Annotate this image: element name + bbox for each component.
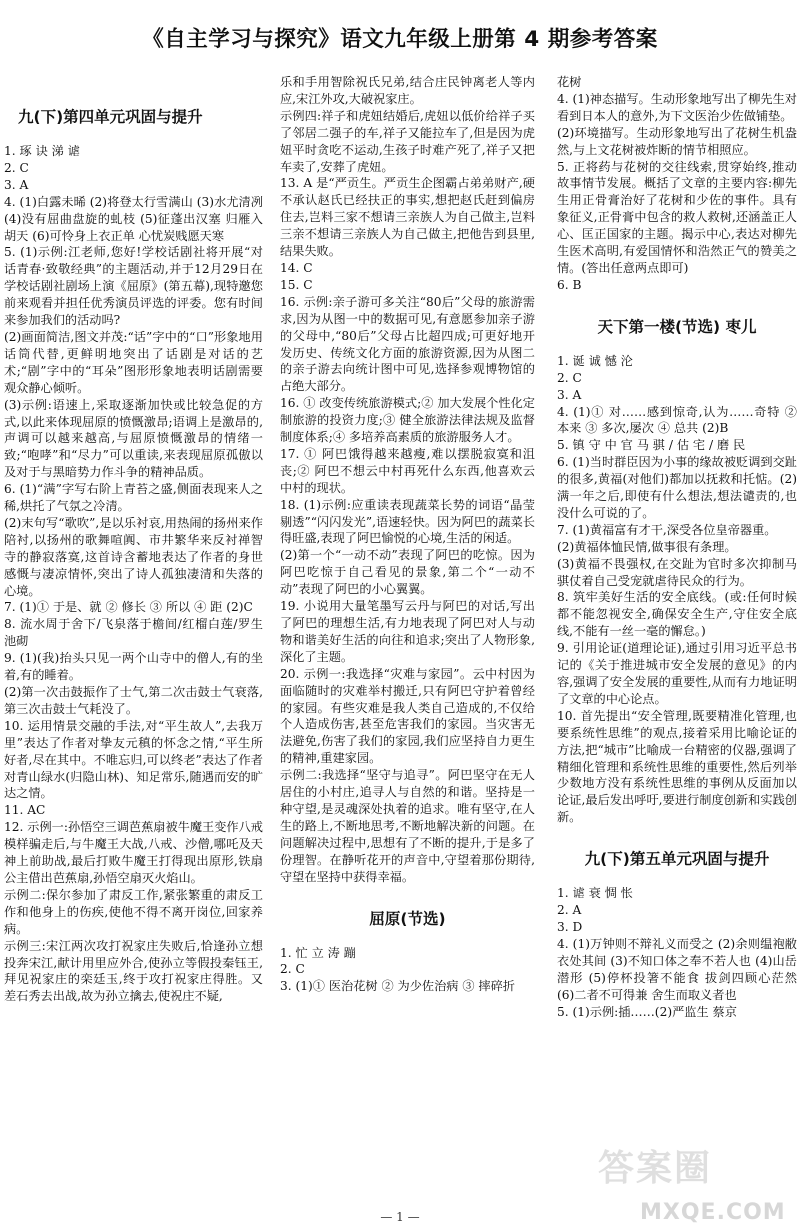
answer-paragraph: 12. 示例一:孙悟空三调芭蕉扇被牛魔王变作八戒模样骗走后,与牛魔王大战,八戒、沙僧,哪吒及天神上前助战,最后打败牛魔王打得现出原形,铁扇公主借出芭蕉扇,孙悟空扇灭火焰山。 [4, 820, 263, 885]
answer-paragraph: 16. 示例:亲子游可多关注“80后”父母的旅游需求,因为从图一中的数据可见,有意愿参加亲子游的父母中,“80后”父母占比超四成;可更好地开发历史、传统文化方面的旅游资源,因为从图二的亲子游去向统计图中可见,选择参观博物馆的占绝大部分。 [280, 294, 535, 394]
answer-paragraph: 乐和手用智除祝氏兄弟,结合庄民钟离老人等内应,宋江外攻,大破祝家庄。 [280, 75, 535, 106]
answer-paragraph: (2)第一次击鼓振作了士气,第二次击鼓士气衰落,第三次击鼓士气耗没了。 [4, 685, 263, 716]
answer-paragraph: 6. (1)当时群臣因为小事的缘故被贬调到交趾的很多,黄福(对他们)都加以抚救和托惦。(2)满一年之后,即使有什么想法,想法谴责的,也没什么可说的了。 [557, 455, 797, 520]
answer-column-3 [557, 74, 797, 1020]
answer-paragraph: 2. A [557, 903, 582, 918]
answer-paragraph: 11. AC [4, 803, 46, 818]
answer-paragraph: 7. (1)① 于是、就 ② 修长 ③ 所以 ④ 距 (2)C [4, 600, 253, 615]
answer-paragraph: 1. 琢 诀 涕 谑 [4, 144, 80, 158]
answer-paragraph: (2)环境描写。生动形象地写出了花树生机盎然,与上文花树被炸断的情节相照应。 [557, 125, 797, 157]
answer-paragraph: 示例三:宋江两次攻打祝家庄失败后,恰逢孙立想投奔宋江,献计用里应外合,使孙立等假投秦钰王,拜见祝家庄的栾廷玉,终于攻打祝家庄得胜。又差石秀去出战,故为孙立擒去,使祝庄不疑, [4, 938, 263, 1004]
answer-paragraph: 1. 忙 立 涛 蹦 [280, 945, 356, 960]
answer-paragraph: (3)示例:语速上,采取逐渐加快或比较急促的方式,以此来体现屈原的愤慨激昂;语调上是激昂的,声调可以越来越高,与屈原愤慨激昂的情绪一致;“咆哮”和“尽力”可以重读,来表现屈原孤傲以及对于与黑暗势力作斗争的精神品质。 [4, 397, 263, 480]
answer-paragraph: 10. 运用情景交融的手法,对“平生故人”,去我万里”表达了作者对挚友元稹的怀念之情,“平生所好者,尽在其中。不唯忘归,可以终老”表达了作者对青山绿水(归隐山林)、知足常乐,随遇而安的旷达之情。 [4, 718, 263, 801]
answer-paragraph: 8. 流水周于舍下/飞泉落于檐间/红榴白莲/罗生池砌 [4, 617, 263, 649]
answer-paragraph: 示例二:保尔参加了肃反工作,紧张繁重的肃反工作和他身上的伤疾,使他不得不离开岗位,回家养病。 [4, 887, 263, 936]
answer-paragraph: 15. C [280, 277, 313, 292]
answer-paragraph: 9. (1)(我)抬头只见一两个山寺中的僧人,有的坐着,有的睡着。 [4, 651, 263, 683]
answer-paragraph: 10. 首先提出“安全管理,既要精准化管理,也要系统性思维”的观点,接着采用比喻论证的方法,把“城市”比喻成一台精密的仪器,强调了精细化管理和系统性思维的重要性,然后列举少数地方没有系统性思维的事例从反面加以论证,最后发出呼吁,要进行制度创新和实践创新。 [557, 708, 797, 825]
answer-paragraph: 4. (1)神态描写。生动形象地写出了柳先生对看到日本人的意外,为下文医治少佐做铺垫。 [557, 91, 797, 123]
answer-paragraph: 花树 [557, 75, 582, 89]
answer-paragraph: (2)第一个“一动不动”表现了阿巴的吃惊。因为阿巴吃惊于自己看见的景象,第二个“一动不动”表现了阿巴的小心翼翼。 [280, 548, 535, 597]
answer-paragraph: 9. 引用论证(道理论证),通过引用习近平总书记的《关于推进城市安全发展的意见》的内容,强调了安全发展的重要性,从而有力地证明了文章的中心论点。 [557, 641, 797, 706]
answer-paragraph: 14. C [280, 260, 313, 275]
answer-paragraph: (2)末句写“歌吹”,是以乐衬哀,用热闹的扬州来作陪衬,以扬州的歌舞喧阗、市井繁华来反衬禅智寺的静寂落寞,这首诗含蓄地表达了作者的身世感慨与凄凉情怀,突出了诗人孤独凄清和失落的心境。 [4, 515, 263, 598]
answer-paragraph: 示例二:我选择“坚守与追寻”。阿巴坚守在无人居住的小村庄,追寻人与自然的和谐。坚持是一种守望,是灵魂深处执着的追求。唯有坚守,在人生的路上,不断地思考,不断地解决新的问题。在问题解决过程中,思想有了不断的提升,于是多了份理智。在静听花开的声音中,守望着那份期待,守望在坚持中获得幸福。 [280, 768, 535, 884]
answer-paragraph: 4. (1)① 对……感到惊奇,认为……奇特 ② 本来 ③ 多次,屡次 ④ 总共 (2)B [557, 404, 797, 436]
answer-paragraph: 6. (1)“满”字写右阶上青苔之盛,侧面表现来人之稀,烘托了气氛之冷清。 [4, 482, 263, 514]
answer-paragraph: 3. D [557, 919, 583, 934]
page-number: — 1 — [380, 1210, 420, 1224]
answer-paragraph: (3)黄福不畏强权,在交趾为官时多次抑制马骐仗着自己受宠就虐待民众的行为。 [557, 556, 797, 588]
answer-paragraph: 3. A [4, 177, 29, 192]
answer-paragraph: (2)黄福体恤民情,做事很有条理。 [557, 539, 737, 554]
watermark-url: MXQE.COM [640, 1200, 786, 1225]
answer-paragraph: 示例四:祥子和虎妞结婚后,虎妞以低价给祥子买了邻居二强子的车,祥子又能拉车了,但是因为虎妞平时贪吃不运动,生孩子时难产死了,祥子又把车卖了,安葬了虎妞。 [280, 108, 535, 174]
answer-column-1 [4, 74, 263, 1005]
answer-paragraph: 17. ① 阿巴饿得越来越瘦,难以摆脱寂寞和沮丧;② 阿巴不想云中村再死什么东西,他喜欢云中村的现状。 [280, 446, 535, 495]
answer-paragraph: 20. 示例一:我选择“灾难与家园”。云中村因为面临随时的灾难举村搬迁,只有阿巴守护着曾经的家园。有些灾难是我人类自己造成的,不仅给个人造成伤害,甚至危害我们的家园。当灾害无法避免,伤害了我们的家园,我们应坚持自力更生的精神,重建家园。 [280, 666, 535, 766]
answer-paragraph: 5. (1)示例:江老师,您好!学校话剧社将开展“对话青春·致敬经典”的主题活动,并于12月29日在学校话剧社剧场上演《屈原》(第五幕),现特邀您前来观看并担任优秀演员评选的评委。您有时间来参加我们的活动吗? [4, 245, 263, 328]
answer-paragraph: 4. (1)万钟则不辩礼义而受之 (2)余则缊袍敝衣处其间 (3)不知口体之奉不若人也 (4)山岳潜形 (5)停杯投箸不能食 拔剑四顾心茫然 (6)二者不可得兼 舍生而取义者也 [557, 936, 797, 1002]
section-heading: 九(下)第四单元巩固与提升 [18, 108, 203, 126]
answer-paragraph: 4. (1)白露未晞 (2)将登太行雪满山 (3)水尤清冽 (4)没有屈曲盘旋的虬枝 (5)征蓬出汉塞 归雁入胡天 (6)可怜身上衣正单 心忧炭贱愿天寒 [4, 194, 263, 243]
answer-paragraph: 2. C [4, 160, 29, 175]
page-title: 《自主学习与探究》语文九年级上册第 4 期参考答案 [142, 27, 658, 52]
answer-paragraph: 8. 筑牢美好生活的安全底线。(或:任何时候都不能忽视安全,确保安全生产,守住安全底线,不能有一丝一毫的懈怠。) [557, 590, 797, 639]
answer-paragraph: 6. B [557, 277, 582, 292]
answer-paragraph: 19. 小说用大量笔墨写云丹与阿巴的对话,写出了阿巴的理想生活,有力地表现了阿巴对人与动物和谐美好生活的向往和追求;突出了人物形象,深化了主题。 [280, 599, 535, 664]
answer-paragraph: 16. ① 改变传统旅游模式;② 加大发展个性化定制旅游的投资力度;③ 健全旅游法律法规及监督制度体系;④ 多培养高素质的旅游服务人才。 [280, 396, 535, 445]
answer-paragraph: 3. (1)① 医治花树 ② 为少佐治病 ③ 摔碎折 [280, 979, 515, 994]
answer-paragraph: 5. 镇 守 中 官 马 骐 / 估 宅 / 磨 民 [557, 438, 746, 453]
answer-paragraph: 18. (1)示例:应重读表现蔬菜长势的词语“晶莹剔透”“闪闪发光”,语速轻快。因为阿巴的蔬菜长得旺盛,表现了阿巴愉悦的心境,生活的闲适。 [280, 497, 535, 546]
watermark-logo: 答案圈 [598, 1148, 713, 1189]
answer-column-2 [280, 74, 535, 995]
answer-paragraph: 3. A [557, 387, 582, 402]
answer-paragraph: 2. C [280, 962, 305, 977]
section-heading: 天下第一楼(节选) 枣儿 [597, 317, 757, 336]
answer-paragraph: 5. 正将药与花树的交往线索,贯穿始终,推动故事情节发展。概括了文章的主要内容:柳先生用正骨膏治好了花树和少佐的事件。具有象征义,正骨膏中包含的救人救树,还涵盖正人心、匡正国家的主题。揭示中心,表达对柳先生医术高明,有爱国情怀和浩然正气的赞美之情。(答出任意两点即可) [557, 159, 797, 275]
section-heading: 屈原(节选) [369, 909, 446, 928]
answer-paragraph: 5. (1)示例:插……(2)严监生 蔡京 [557, 1004, 737, 1019]
section-heading: 九(下)第五单元巩固与提升 [584, 850, 770, 869]
answer-paragraph: (2)画面简洁,图文并茂:“话”字中的“口”形象地用话筒代替,更鲜明地突出了话剧是对话的艺术;“剧”字中的“耳朵”图形形象地表明话剧需要观众静心倾听。 [4, 329, 263, 395]
answer-paragraph: 13. A 是“严贡生。严贡生企图霸占弟弟财产,硬不承认赵氏已经扶正的事实,想把赵氏赶到偏房住去,岂料三家不想请三亲族人为自己做主,岂料三亲不想请三亲族人为自己做主,把他告到县里,结果失败。 [280, 176, 535, 259]
answer-paragraph: 1. 诞 诚 憾 沦 [557, 353, 633, 368]
answer-paragraph: 1. 谑 衰 惆 怅 [557, 886, 633, 901]
answer-paragraph: 2. C [557, 370, 582, 385]
answer-paragraph: 7. (1)黄福富有才干,深受各位皇帝器重。 [557, 522, 777, 537]
